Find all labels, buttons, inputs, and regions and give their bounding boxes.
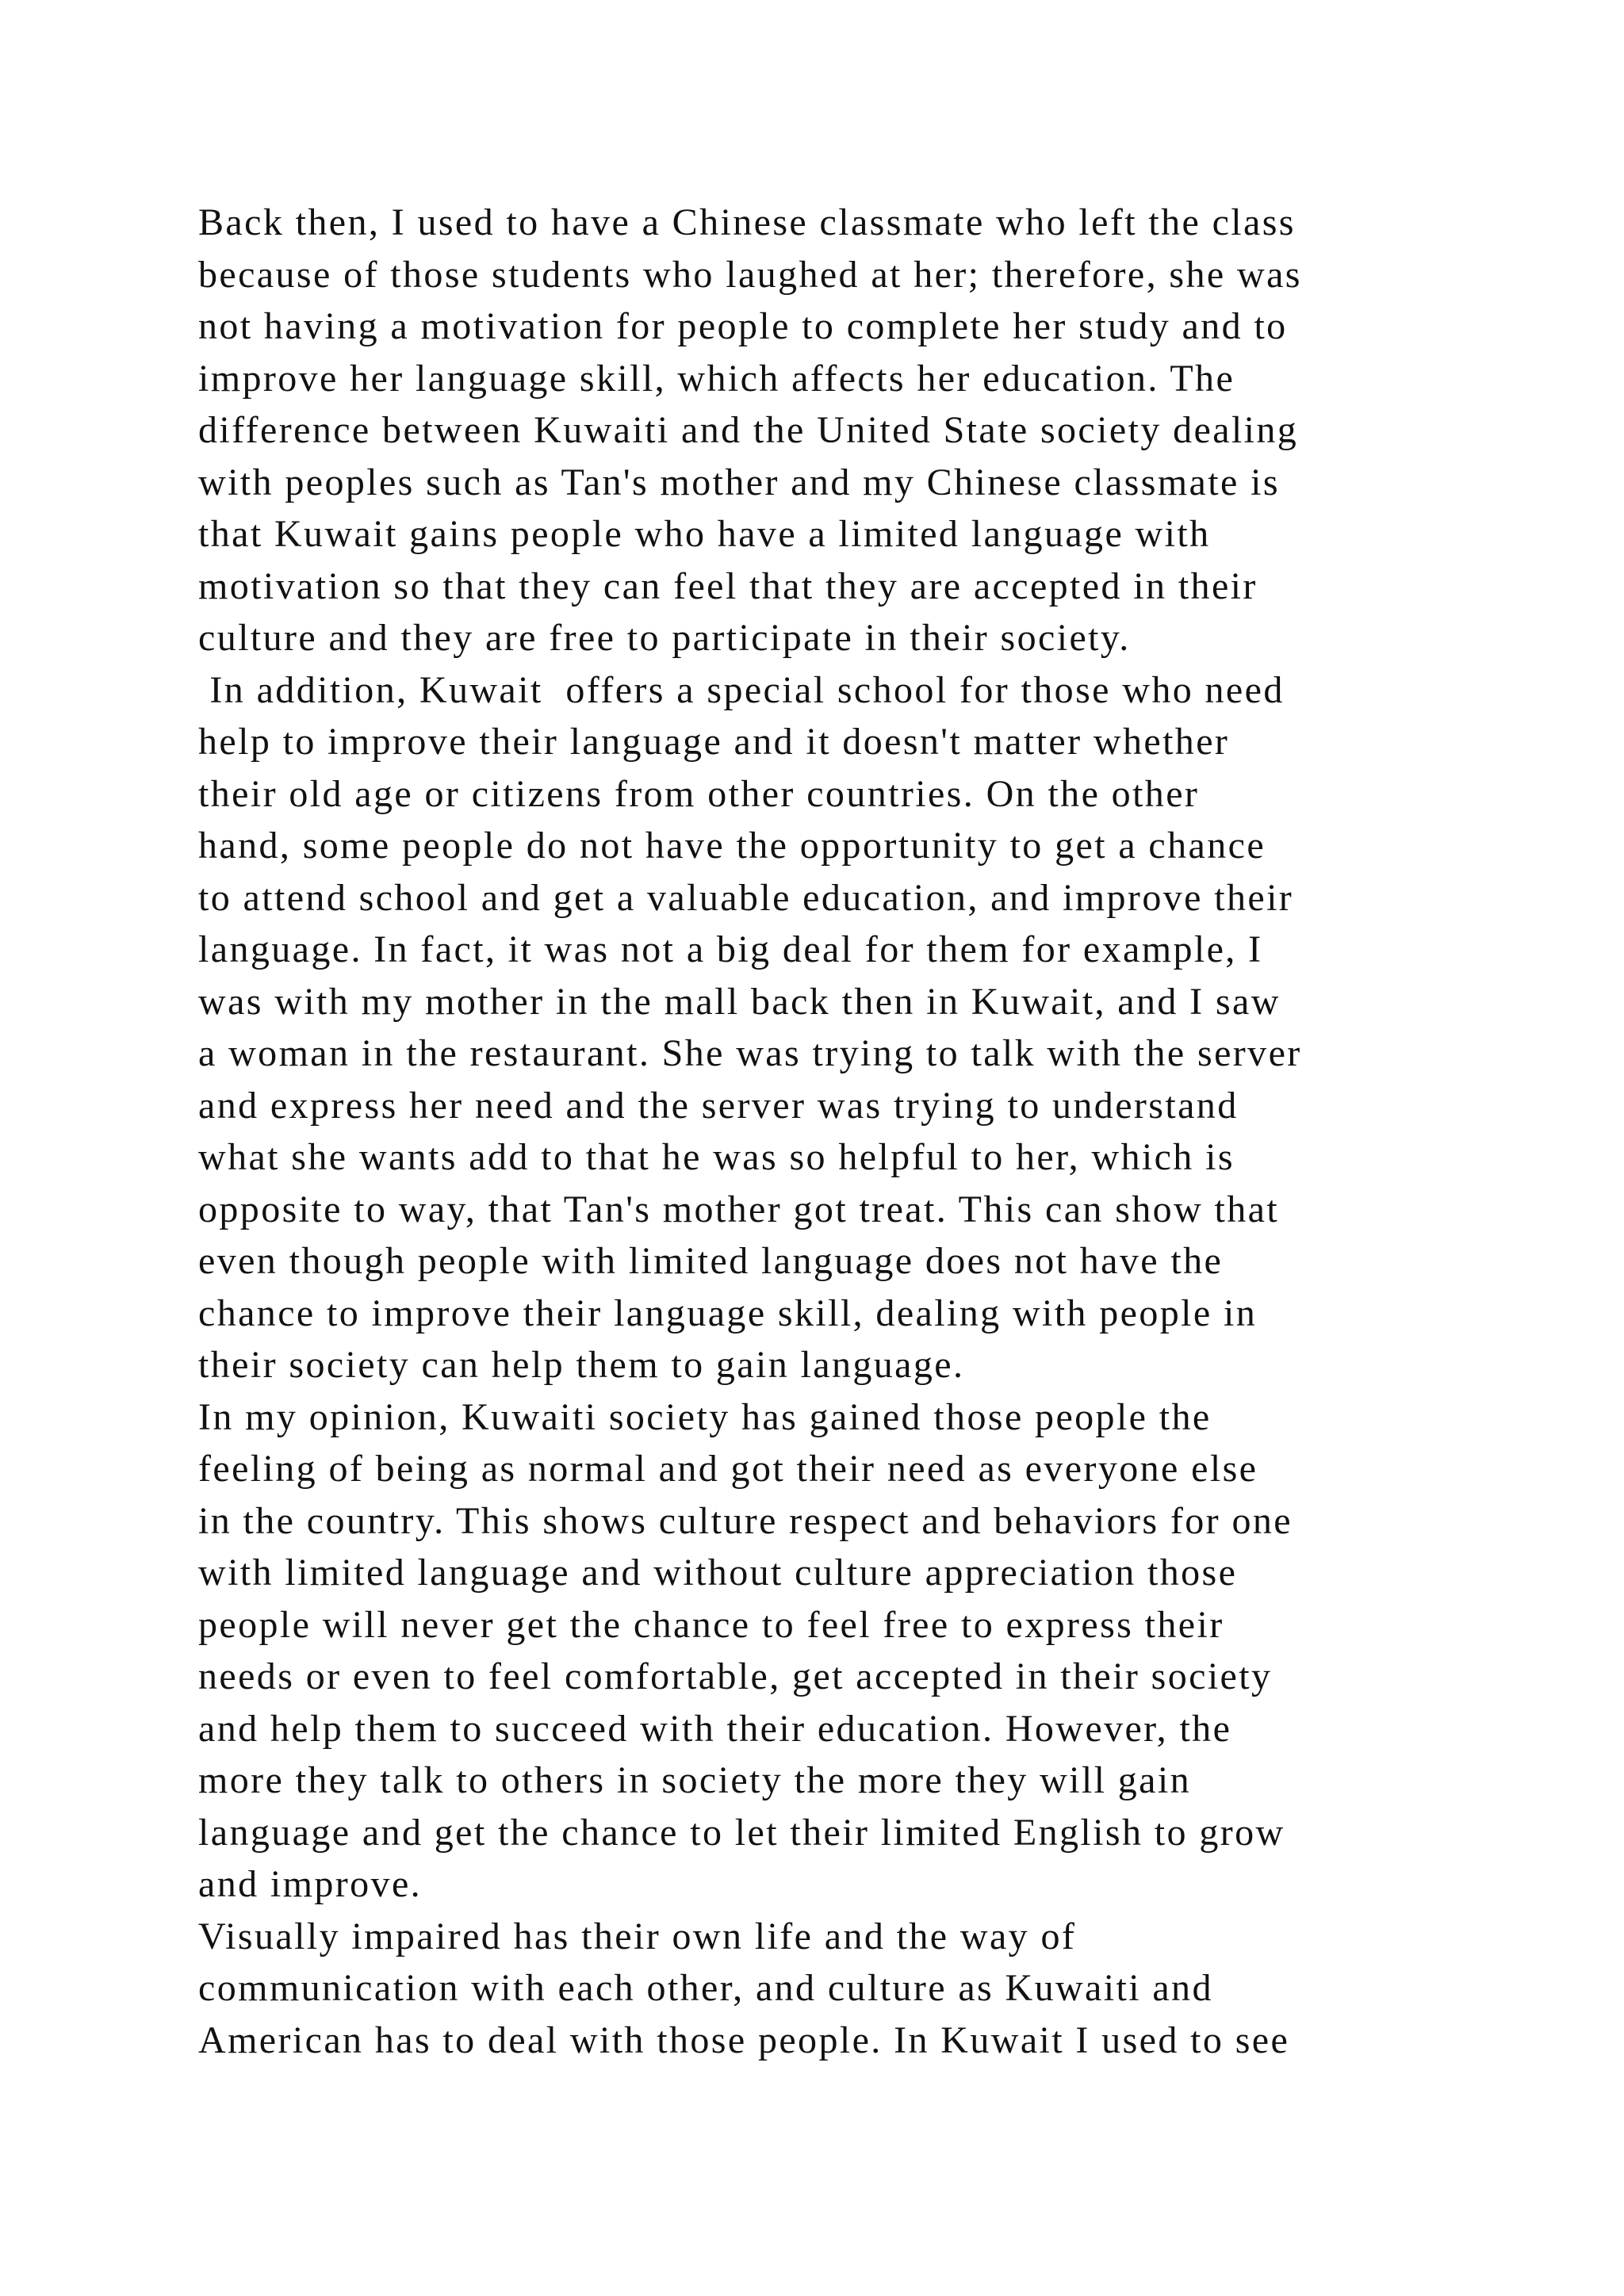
text-line: In my opinion, Kuwaiti society has gained those people the xyxy=(198,1395,1212,1438)
text-line: motivation so that they can feel that they are accepted in their xyxy=(198,564,1258,607)
text-line: what she wants add to that he was so helpful to her, which is xyxy=(198,1136,1235,1178)
text-line: with peoples such as Tan's mother and my Chinese classmate is xyxy=(198,461,1280,503)
text-line: their old age or citizens from other countries. On the other xyxy=(198,772,1200,815)
text-line: in the country. This shows culture respect and behaviors for one xyxy=(198,1499,1293,1542)
body-text xyxy=(198,197,1499,2066)
text-line: language and get the chance to let their limited English to grow xyxy=(198,1811,1285,1854)
text-line: with limited language and without culture appreciation those xyxy=(198,1552,1238,1594)
text-line: and improve. xyxy=(198,1863,423,1905)
text-line: and help them to succeed with their education. However, the xyxy=(198,1707,1232,1750)
text-line: was with my mother in the mall back then in Kuwait, and I saw xyxy=(198,980,1281,1023)
text-line: their society can help them to gain language. xyxy=(198,1344,965,1386)
text-line: to attend school and get a valuable education, and improve their xyxy=(198,876,1294,919)
text-line: In addition, Kuwait offers a special school for those who need xyxy=(198,668,1285,711)
text-line: not having a motivation for people to complete her study and to xyxy=(198,305,1288,347)
text-line: difference between Kuwaiti and the United State society dealing xyxy=(198,409,1299,451)
text-line: Visually impaired has their own life and the way of xyxy=(198,1915,1077,1957)
text-line: because of those students who laughed at her; therefore, she was xyxy=(198,253,1302,296)
text-line: communication with each other, and culture as Kuwaiti and xyxy=(198,1967,1213,2009)
text-line: and express her need and the server was trying to understand xyxy=(198,1084,1239,1127)
text-line: improve her language skill, which affects her education. The xyxy=(198,357,1235,400)
text-line: language. In fact, it was not a big deal for them for example, I xyxy=(198,928,1263,970)
text-line: help to improve their language and it doesn't matter whether xyxy=(198,721,1230,763)
text-line: that Kuwait gains people who have a limited language with xyxy=(198,513,1211,555)
text-line: feeling of being as normal and got their need as everyone else xyxy=(198,1448,1258,1490)
text-line: hand, some people do not have the opportunity to get a chance xyxy=(198,825,1266,867)
text-line: opposite to way, that Tan's mother got treat. This can show that xyxy=(198,1188,1280,1230)
text-line: Back then, I used to have a Chinese classmate who left the class xyxy=(198,201,1296,243)
text-line: needs or even to feel comfortable, get accepted in their society xyxy=(198,1655,1273,1697)
text-line: chance to improve their language skill, dealing with people in xyxy=(198,1292,1258,1334)
text-line: a woman in the restaurant. She was trying to talk with the server xyxy=(198,1032,1302,1074)
text-line: even though people with limited language does not have the xyxy=(198,1240,1224,1282)
text-line: people will never get the chance to feel free to express their xyxy=(198,1603,1224,1646)
text-line: culture and they are free to participate in their society. xyxy=(198,617,1131,659)
text-line: more they talk to others in society the more they will gain xyxy=(198,1759,1191,1801)
text-line: American has to deal with those people. In Kuwait I used to see xyxy=(198,2019,1290,2061)
